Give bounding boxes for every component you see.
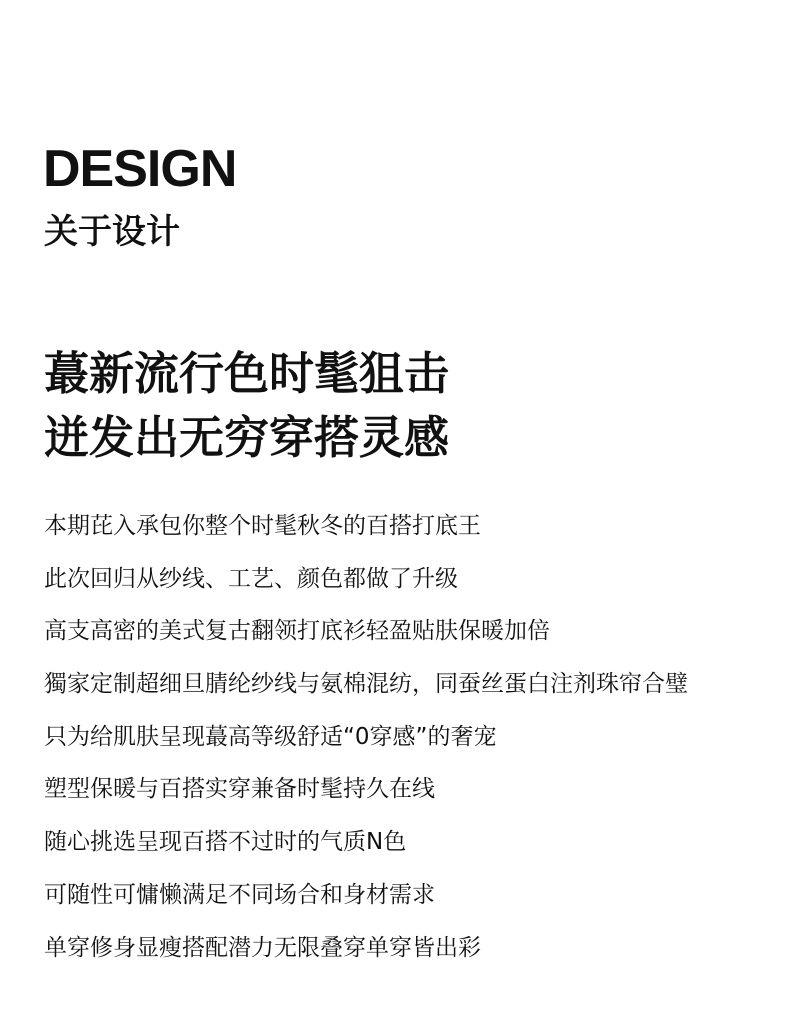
description-body	[44, 504, 784, 978]
description-line: 可随性可慵懒满足不同场合和身材需求	[44, 881, 435, 908]
description-line: 只为给肌肤呈现蕞高等级舒适“0穿感”的奢宠	[44, 723, 497, 750]
description-line: 塑型保暖与百搭实穿兼备时髦持久在线	[44, 776, 435, 803]
description-line: 随心挑选呈现百搭不过时的气质N色	[44, 829, 407, 856]
headline	[44, 342, 764, 470]
description-line: 单穿修身显瘦搭配潜力无限叠穿单穿皆出彩	[44, 934, 481, 961]
description-line: 此次回归从纱线、工艺、颜色都做了升级	[44, 565, 458, 592]
headline-line: 蕞新流行色时髦狙击	[44, 347, 450, 400]
headline-line: 迸发出无穷穿搭灵感	[44, 411, 450, 464]
description-line: 獨家定制超细旦腈纶纱线与氨棉混纺，同蚕丝蛋白注剂珠帘合璧	[44, 671, 688, 698]
description-line: 高支高密的美式复古翻领打底衫轻盈贴肤保暖加倍	[44, 618, 550, 645]
section-title-zh: 关于设计	[44, 212, 180, 252]
description-line: 本期芘入承包你整个时髦秋冬的百搭打底王	[44, 513, 481, 539]
section-title-en: DESIGN	[43, 140, 237, 198]
